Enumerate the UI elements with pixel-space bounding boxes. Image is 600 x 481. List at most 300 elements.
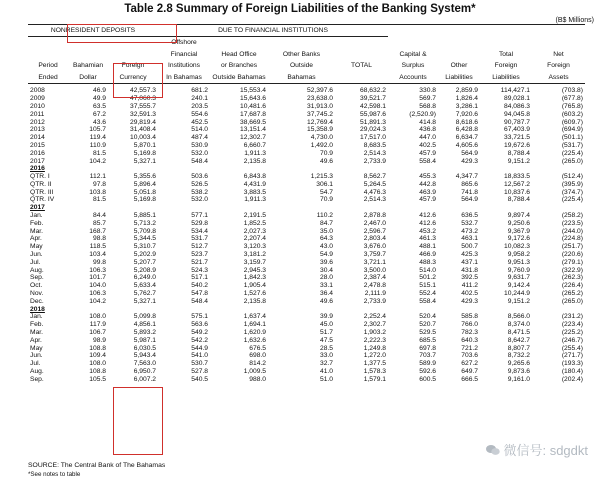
table-cell: 2,945.3 xyxy=(243,266,267,274)
table-cell: 1,842.3 xyxy=(243,274,267,282)
table-cell: 412.6 xyxy=(419,219,437,227)
table-cell: 2,207.4 xyxy=(243,235,267,243)
row-period-cell: Sep. xyxy=(30,375,44,383)
table-cell: 2,302.7 xyxy=(363,321,387,329)
col-header: Foreign xyxy=(494,62,518,70)
table-cell: 2,191.5 xyxy=(243,212,267,220)
table-cell: 9,631.7 xyxy=(507,274,531,282)
table-cell: 8,788.4 xyxy=(507,196,531,204)
table-cell: (223.5) xyxy=(561,219,584,227)
table-cell: 4,476.3 xyxy=(363,188,387,196)
table-cell: 564.9 xyxy=(461,149,479,157)
table-cell: 103.8 xyxy=(89,188,106,196)
table-cell: 9,265.6 xyxy=(507,360,531,368)
table-cell: 3,721.1 xyxy=(363,258,387,266)
table-row xyxy=(28,368,585,376)
table-cell: 442.8 xyxy=(419,180,437,188)
table-cell: 558.4 xyxy=(419,297,437,305)
table-cell: 1,578.3 xyxy=(363,368,387,376)
table-cell: 5,870.1 xyxy=(133,141,157,149)
table-cell: 10,837.6 xyxy=(503,188,531,196)
table-row xyxy=(28,87,585,95)
table-cell: 52,397.6 xyxy=(306,87,334,95)
table-cell: 8,642.7 xyxy=(507,336,531,344)
foreign-liabilities-table xyxy=(28,24,585,383)
col-header: Outside Bahamas xyxy=(210,72,268,84)
table-cell: 1,903.2 xyxy=(363,329,387,337)
table-cell: 436.8 xyxy=(419,126,437,134)
table-row xyxy=(28,142,585,150)
table-cell: 109.4 xyxy=(89,352,106,360)
table-cell: 676.5 xyxy=(249,344,267,352)
table-cell: 47.5 xyxy=(319,336,334,344)
table-cell: 5,310.7 xyxy=(133,243,157,251)
table-cell: 9,161.0 xyxy=(507,375,531,383)
table-cell: 5,713.2 xyxy=(133,219,157,227)
table-cell: 2,878.8 xyxy=(363,212,387,220)
table-row xyxy=(28,243,585,251)
table-row xyxy=(28,274,585,282)
table-cell: 49.6 xyxy=(319,297,334,305)
table-cell: (265.0) xyxy=(561,297,584,305)
table-cell: 55,987.6 xyxy=(359,110,387,118)
table-cell: 530.7 xyxy=(191,360,209,368)
table-cell: 577.1 xyxy=(191,212,209,220)
table-cell: 501.2 xyxy=(419,274,437,282)
table-cell: 563.6 xyxy=(191,321,209,329)
table-row xyxy=(28,134,585,142)
table-cell: 782.3 xyxy=(461,329,479,337)
table-cell: 15,358.9 xyxy=(306,126,334,134)
table-cell: 64.3 xyxy=(319,235,334,243)
table-cell: 585.8 xyxy=(461,313,479,321)
table-cell: (265.0) xyxy=(561,157,584,165)
table-cell: 3,181.2 xyxy=(243,251,267,259)
table-cell: 5,207.7 xyxy=(133,258,157,266)
table-cell: 84.4 xyxy=(92,212,106,220)
table-cell: 29,819.4 xyxy=(129,118,157,126)
table-cell: 33,721.5 xyxy=(503,134,531,142)
row-period-cell: Jan. xyxy=(30,313,43,321)
nonresident-deposits-header: NONRESIDENT DEPOSITS xyxy=(28,25,158,37)
table-cell: 12,769.4 xyxy=(306,118,334,126)
table-cell: 106.3 xyxy=(89,266,106,274)
table-cell: 520.7 xyxy=(419,321,437,329)
row-period-cell: Apr. xyxy=(30,235,42,243)
table-cell: 114,427.1 xyxy=(500,87,531,95)
table-row xyxy=(28,188,585,196)
table-cell: 437.1 xyxy=(461,258,479,266)
table-cell: 5,169.8 xyxy=(133,196,157,204)
table-row xyxy=(28,220,585,228)
section-label: 2016 xyxy=(30,165,45,173)
table-cell: 3,286.1 xyxy=(455,102,479,110)
table-cell: 455.3 xyxy=(419,173,437,181)
table-cell: (265.2) xyxy=(561,290,584,298)
table-cell: 575.1 xyxy=(191,313,209,321)
table-cell: 402.5 xyxy=(461,290,479,298)
row-period-cell: Jul. xyxy=(30,360,41,368)
table-cell: 552.4 xyxy=(419,290,437,298)
table-cell: 512.7 xyxy=(191,243,209,251)
row-period-cell: 2017 xyxy=(30,157,45,165)
table-cell: 524.3 xyxy=(191,266,209,274)
col-header: Institutions xyxy=(168,62,200,70)
table-cell: 108.0 xyxy=(89,313,106,321)
table-cell: 105.7 xyxy=(89,126,106,134)
row-period-cell: Sep. xyxy=(30,274,44,282)
table-row xyxy=(28,251,585,259)
row-period-cell: 2013 xyxy=(30,126,45,134)
table-cell: 110.9 xyxy=(89,141,106,149)
table-cell: 640.3 xyxy=(461,336,479,344)
table-cell: 4,347.7 xyxy=(455,173,479,181)
row-period-cell: May xyxy=(30,344,43,352)
table-cell: 110.2 xyxy=(316,212,334,220)
col-header: Ended xyxy=(28,72,68,84)
table-cell: 548.4 xyxy=(191,297,209,305)
table-cell: 766.0 xyxy=(461,321,479,329)
table-cell: 541.0 xyxy=(191,352,209,360)
table-cell: 18,833.5 xyxy=(503,173,531,181)
table-cell: 5,709.8 xyxy=(133,227,157,235)
table-row xyxy=(28,227,585,235)
table-cell: 529.8 xyxy=(191,219,209,227)
table-cell: 5,202.9 xyxy=(133,251,157,259)
table-cell: 105.5 xyxy=(89,375,106,383)
table-cell: (223.4) xyxy=(561,321,584,329)
table-row xyxy=(28,313,585,321)
table-cell: 17,517.0 xyxy=(359,134,387,142)
table-cell: 1,620.9 xyxy=(243,329,267,337)
table-cell: 520.4 xyxy=(419,313,437,321)
table-cell: 8,566.0 xyxy=(507,313,531,321)
table-cell: 8,788.4 xyxy=(507,149,531,157)
table-cell: 67.2 xyxy=(92,110,106,118)
table-cell: 429.3 xyxy=(461,157,479,165)
table-cell: (512.4) xyxy=(561,173,584,181)
table-cell: 5,327.1 xyxy=(133,297,157,305)
table-cell: (694.9) xyxy=(561,126,584,134)
table-cell: 592.6 xyxy=(419,368,437,376)
table-cell: (180.4) xyxy=(561,368,584,376)
table-cell: (225.2) xyxy=(561,329,584,337)
table-cell: 23,638.0 xyxy=(306,95,334,103)
table-cell: 487.4 xyxy=(191,134,209,142)
table-cell: (255.4) xyxy=(561,344,584,352)
table-cell: 70.9 xyxy=(319,149,334,157)
table-cell: 6,843.8 xyxy=(243,173,267,181)
table-cell: 9,951.3 xyxy=(507,258,531,266)
table-cell: 1,911.3 xyxy=(244,149,267,157)
col-header: Foreign xyxy=(547,62,570,70)
table-cell: 5,344.5 xyxy=(133,235,157,243)
table-cell: 5,633.4 xyxy=(133,282,157,290)
table-cell: 514.0 xyxy=(419,266,437,274)
col-header: Offshore xyxy=(171,39,197,47)
table-cell: 1,637.4 xyxy=(243,313,267,321)
table-cell: 529.5 xyxy=(419,329,437,337)
table-cell: (395.9) xyxy=(561,180,584,188)
watermark xyxy=(486,440,588,459)
table-cell: 7,920.6 xyxy=(455,110,479,118)
col-header: Other Banks xyxy=(282,50,321,58)
table-cell: 453.2 xyxy=(419,227,437,235)
table-cell: 589.9 xyxy=(419,360,437,368)
table-cell: 600.5 xyxy=(419,375,437,383)
table-cell: 568.8 xyxy=(419,102,437,110)
table-cell: 41.0 xyxy=(319,368,334,376)
table-row xyxy=(28,258,585,266)
table-cell: 392.5 xyxy=(461,274,479,282)
table-row xyxy=(28,181,585,189)
table-cell: 685.5 xyxy=(419,336,437,344)
table-cell: 2,859.9 xyxy=(455,87,479,95)
table-row xyxy=(28,157,585,165)
col-header: Assets xyxy=(532,72,585,84)
table-cell: 6,030.5 xyxy=(133,344,157,352)
table-cell: 531.7 xyxy=(191,235,209,243)
table-cell: 457.9 xyxy=(419,196,437,204)
table-cell: 411.2 xyxy=(461,282,479,290)
table-cell: 5,762.7 xyxy=(133,290,157,298)
row-period-cell: Mar. xyxy=(30,329,44,337)
table-cell: 564.9 xyxy=(461,196,479,204)
table-cell: (225.4) xyxy=(561,196,584,204)
table-cell: 103.4 xyxy=(89,251,106,259)
table-cell: 8,732.2 xyxy=(507,352,531,360)
table-cell: 38,669.5 xyxy=(239,118,267,126)
row-period-cell: Jan. xyxy=(30,212,43,220)
table-cell: 503.6 xyxy=(191,173,209,181)
table-cell: 988.0 xyxy=(249,375,267,383)
table-cell: 1,905.4 xyxy=(243,282,267,290)
table-cell: (322.9) xyxy=(561,266,584,274)
table-cell: 51,891.3 xyxy=(359,118,387,126)
row-period-cell: Aug. xyxy=(30,266,44,274)
table-cell: 3,159.7 xyxy=(243,258,267,266)
table-cell: 547.8 xyxy=(191,290,209,298)
table-cell: 721.2 xyxy=(461,344,479,352)
col-header: or Branches xyxy=(220,62,258,70)
table-cell: 6,249.0 xyxy=(133,274,157,282)
table-cell: 43.6 xyxy=(92,118,106,126)
table-cell: 425.3 xyxy=(461,251,479,259)
table-cell: 542.2 xyxy=(191,336,209,344)
table-row xyxy=(28,95,585,103)
table-cell: 6,950.7 xyxy=(133,368,157,376)
table-cell: 463.9 xyxy=(419,188,437,196)
table-cell: 2,596.7 xyxy=(363,227,387,235)
table-cell: 2,135.8 xyxy=(243,297,267,305)
table-cell: 814.2 xyxy=(249,360,267,368)
table-cell: 526.5 xyxy=(191,180,209,188)
table-cell: 429.3 xyxy=(461,297,479,305)
table-cell: 104.0 xyxy=(89,282,106,290)
table-cell: (603.2) xyxy=(561,110,584,118)
table-cell: 33.1 xyxy=(319,282,334,290)
table-cell: 2,467.0 xyxy=(363,219,387,227)
table-cell: 412.6 xyxy=(419,212,437,220)
highlight-box-nonresident-header xyxy=(67,24,177,43)
table-cell: 447.0 xyxy=(419,134,437,142)
table-cell: 39,521.7 xyxy=(359,95,387,103)
table-cell: 2,733.9 xyxy=(363,157,387,165)
table-row xyxy=(28,235,585,243)
table-cell: 2,803.4 xyxy=(363,235,387,243)
table-cell: 5,355.6 xyxy=(133,173,157,181)
table-cell: (231.2) xyxy=(561,313,584,321)
col-header: Bahamas xyxy=(268,72,335,84)
table-cell: 10,244.9 xyxy=(503,290,531,298)
table-cell: 1,492.0 xyxy=(310,141,334,149)
table-cell: (193.3) xyxy=(561,360,584,368)
col-header: Net xyxy=(553,50,564,58)
table-cell: 39.6 xyxy=(319,258,334,266)
table-cell: 108.0 xyxy=(89,360,106,368)
table-cell: 1,632.6 xyxy=(243,336,267,344)
table-cell: 28.5 xyxy=(319,344,334,352)
table-row xyxy=(28,266,585,274)
table-cell: 108.8 xyxy=(89,368,106,376)
table-cell: 865.6 xyxy=(461,180,479,188)
table-cell: 1,527.6 xyxy=(243,290,267,298)
row-period-cell: 2008 xyxy=(30,87,45,95)
table-cell: 37,745.2 xyxy=(306,110,334,118)
table-row xyxy=(28,344,585,352)
table-row xyxy=(28,103,585,111)
row-period-cell: 2009 xyxy=(30,95,45,103)
table-cell: (765.8) xyxy=(561,102,584,110)
table-cell: 7,563.0 xyxy=(133,360,157,368)
table-cell: 5,327.1 xyxy=(133,157,157,165)
table-cell: 457.9 xyxy=(419,149,437,157)
table-cell: 28.0 xyxy=(319,274,334,282)
table-cell: (271.7) xyxy=(561,352,584,360)
table-cell: 532.0 xyxy=(191,196,209,204)
col-header: Outside xyxy=(289,62,314,70)
table-title: Table 2.8 Summary of Foreign Liabilities of the Banking System* xyxy=(124,3,476,15)
table-cell: (224.8) xyxy=(561,235,584,243)
table-cell: (226.4) xyxy=(561,282,584,290)
table-cell: 473.2 xyxy=(461,227,479,235)
table-cell: 9,958.2 xyxy=(507,251,531,259)
table-cell: 523.7 xyxy=(191,251,209,259)
table-cell: 2,733.9 xyxy=(363,297,387,305)
table-cell: 461.3 xyxy=(419,235,437,243)
table-cell: 98.9 xyxy=(92,336,106,344)
col-header: Head Office xyxy=(221,50,257,58)
table-row xyxy=(28,321,585,329)
wechat-icon xyxy=(486,444,500,456)
table-cell: 10,082.3 xyxy=(503,243,531,251)
table-cell: (246.7) xyxy=(561,336,584,344)
table-cell: 8,807.7 xyxy=(507,344,531,352)
table-cell: 30.4 xyxy=(319,266,334,274)
row-period-cell: Jun. xyxy=(30,352,43,360)
row-period-cell: 2014 xyxy=(30,134,45,142)
table-cell: 12,567.2 xyxy=(503,180,531,188)
table-cell: (2,520.9) xyxy=(409,110,437,118)
table-cell: 45.0 xyxy=(319,321,334,329)
table-cell: 119.4 xyxy=(89,134,106,142)
row-period-cell: Feb. xyxy=(30,321,44,329)
table-cell: 3,759.7 xyxy=(363,251,387,259)
table-cell: 46.9 xyxy=(92,87,106,95)
table-cell: 463.1 xyxy=(461,235,479,243)
table-cell: 9,250.6 xyxy=(507,219,531,227)
table-cell: 697.8 xyxy=(419,344,437,352)
table-row xyxy=(28,196,585,204)
table-cell: 558.4 xyxy=(419,157,437,165)
row-period-cell: 2010 xyxy=(30,102,45,110)
table-cell: 32.7 xyxy=(319,360,334,368)
col-header: Capital & xyxy=(399,50,427,58)
table-cell: 2,478.8 xyxy=(363,282,387,290)
table-cell: 488.3 xyxy=(419,258,437,266)
table-cell: 6,428.8 xyxy=(455,126,479,134)
table-cell: 534.4 xyxy=(191,227,209,235)
table-cell: (279.1) xyxy=(561,258,584,266)
table-row xyxy=(28,282,585,290)
table-cell: 4,431.9 xyxy=(243,180,267,188)
col-header: Liabilities xyxy=(438,72,480,84)
row-period-cell: Oct. xyxy=(30,282,43,290)
table-cell: 414.8 xyxy=(419,118,437,126)
row-period-cell: Aug. xyxy=(30,368,44,376)
table-cell: 2,387.4 xyxy=(363,274,387,282)
table-row xyxy=(28,360,585,368)
notes-reference: *See notes to table xyxy=(28,471,81,478)
row-period-cell: Apr. xyxy=(30,336,42,344)
col-header: Other xyxy=(450,62,468,70)
table-cell: 9,151.2 xyxy=(507,157,531,165)
table-cell: 2,514.3 xyxy=(363,196,387,204)
table-cell: 8,683.5 xyxy=(363,141,387,149)
table-cell: 108.8 xyxy=(89,344,106,352)
table-cell: 515.1 xyxy=(419,282,437,290)
table-cell: 5,264.5 xyxy=(363,180,387,188)
table-cell: 549.2 xyxy=(191,329,209,337)
row-period-cell: Jun. xyxy=(30,251,43,259)
table-cell: 54.9 xyxy=(319,251,334,259)
table-cell: 81.5 xyxy=(92,149,106,157)
row-period-cell: Nov. xyxy=(30,290,44,298)
table-cell: 97.8 xyxy=(92,180,106,188)
table-cell: 42,557.3 xyxy=(129,87,157,95)
table-cell: 9,172.6 xyxy=(507,235,531,243)
table-row xyxy=(28,329,585,337)
table-row xyxy=(28,297,585,305)
col-header: Dollar xyxy=(68,72,108,84)
table-cell: 1,826.4 xyxy=(455,95,479,103)
table-cell: 32,591.3 xyxy=(129,110,157,118)
col-header: Period xyxy=(38,62,58,70)
table-cell: 521.7 xyxy=(191,258,209,266)
table-cell: 35.0 xyxy=(319,227,334,235)
highlight-box-foreign-currency-2018 xyxy=(113,387,163,455)
table-cell: 540.5 xyxy=(191,375,209,383)
table-cell: 3,120.3 xyxy=(243,243,267,251)
table-cell: 13,151.4 xyxy=(239,126,267,134)
table-cell: 2,135.8 xyxy=(243,157,267,165)
table-cell: 39.9 xyxy=(319,313,334,321)
table-cell: (244.0) xyxy=(561,227,584,235)
table-cell: 104.2 xyxy=(89,297,106,305)
col-header: Total xyxy=(498,50,514,58)
table-cell: 168.7 xyxy=(89,227,106,235)
col-header: Bahamian xyxy=(72,62,104,70)
